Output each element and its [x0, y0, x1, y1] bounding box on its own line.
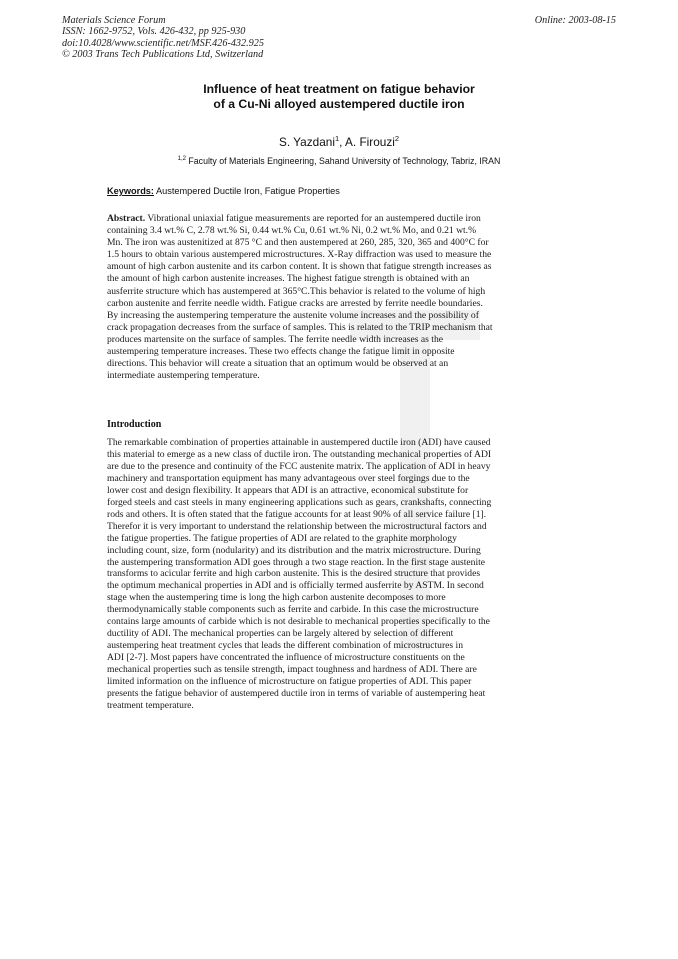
abstract-label: Abstract. [107, 213, 146, 224]
intro-line: this material to emerge as a new class of ductile iron. The outstanding mechanical properties of ADI [107, 448, 492, 460]
title-line-2: of a Cu-Ni alloyed austempered ductile iron [213, 96, 465, 111]
intro-line: machinery and transportation equipment has many advantageous over steel forgings due to the [107, 472, 470, 484]
author-1: S. Yazdani [278, 135, 335, 149]
intro-line: ductility of ADI. The mechanical properties can be largely altered by selection of different [107, 628, 454, 640]
affiliation-mark: 1,2 [177, 156, 186, 163]
keywords-text: Austempered Ductile Iron, Fatigue Properties [153, 186, 340, 196]
intro-line: transforms to acicular ferrite and high carbon austenite. This is the desired structure that provides [107, 568, 481, 580]
affiliation [0, 156, 678, 166]
intro-line: the austempering transformation ADI goes through a two stage reaction. In the first stage austenite [107, 556, 486, 568]
intro-line: limited information on the influence of microstructure on fatigue properties of ADI. This paper [107, 676, 472, 688]
intro-line: thermodynamically stable components such as ferrite and carbide. In this case the microstructure [107, 604, 479, 616]
intro-line: mechanical properties such as tensile strength, impact toughness and hardness of ADI. There are [107, 664, 477, 676]
abstract-line [107, 213, 574, 225]
keywords-label: Keywords: [107, 186, 154, 196]
copyright-line: © 2003 Trans Tech Publications Ltd, Switzerland [62, 49, 264, 61]
abstract-line: amount of high carbon austenite and its carbon content. It is shown that fatigue strength increases as [107, 261, 492, 273]
abstract-line: containing 3.4 wt.% C, 2.78 wt.% Si, 0.44 wt.% Cu, 0.61 wt.% Ni, 0.2 wt.% Mo, and 0.21 wt.% [107, 225, 477, 237]
intro-line: the optimum mechanical properties in ADI and is officially termed ausferrite by ASTM. In second [107, 580, 484, 592]
intro-line: The remarkable combination of properties attainable in austempered ductile iron (ADI) have caused [107, 437, 491, 448]
author-separator: , [339, 135, 346, 149]
abstract-line: By increasing the austempering temperature the austenite volume increases and the possibility of [107, 309, 479, 321]
author-list [0, 135, 678, 149]
issn-line: ISSN: 1662-9752, Vols. 426-432, pp 925-930 [62, 26, 246, 38]
intro-line: rods and others. It is often stated that the fatigue accounts for at least 90% of all service failure [1]. [107, 508, 487, 520]
online-date: Online: 2003-08-15 [534, 15, 616, 26]
intro-line: including count, size, form (nodularity) and its distribution and the matrix microstructure. During [107, 544, 481, 556]
abstract-text: Vibrational uniaxial fatigue measurements are reported for an austempered ductile iron [145, 213, 481, 224]
doi-line[interactable]: doi:10.4028/www.scientific.net/MSF.426-432.925 [62, 37, 264, 49]
intro-line: are due to the presence and continuity of the FCC austenite matrix. The application of ADI in heavy [107, 460, 491, 472]
abstract-line: intermediate austempering temperature. [107, 370, 260, 382]
section-heading-introduction: Introduction [107, 419, 162, 430]
intro-line: austempering heat treatment cycles that leads the different combination of microstructures in [107, 640, 463, 652]
keywords [107, 186, 340, 196]
journal-header [62, 15, 264, 61]
abstract-line: 1.5 hours to obtain various austempered microstructures. X-Ray diffraction was used to measure the [107, 249, 492, 261]
intro-line: lower cost and design flexibility. It appears that ADI is an attractive, economical substitute for [107, 484, 469, 496]
intro-line: presents the fatigue behavior of austempered ductile iron in terms of variable of austempering heat [107, 688, 486, 700]
abstract-line: directions. This behavior will create a situation that an optimum would be observed at an [107, 358, 449, 370]
introduction-body [107, 437, 574, 712]
abstract-line: carbon austenite and ferrite needle width. Fatigue cracks are arrested by ferrite needle boundaries. [107, 297, 483, 309]
abstract-line: crack propagation decreases from the surface of samples. This is related to the TRIP mechanism that [107, 321, 493, 333]
intro-line: the fatigue properties. The fatigue properties of ADI are related to the graphite morphology [107, 532, 457, 544]
abstract-line: austempering temperature increases. These two effects change the fatigue limit in opposite [107, 346, 455, 358]
abstract [107, 213, 574, 382]
abstract-line: ausferrite structure which has austempered at 365°C.This behavior is related to the volume of high [107, 285, 486, 297]
intro-line: forged steels and cast steels in many engineering applications such as gears, crankshafts, connecting [107, 496, 492, 508]
paper-title [0, 82, 678, 111]
title-line-1: Influence of heat treatment on fatigue behavior [203, 82, 475, 96]
author-2: A. Firouzi [345, 135, 395, 149]
abstract-line: the amount of high carbon austenite increases. The highest fatigue strength is obtained with an [107, 273, 470, 285]
intro-line: contains large amounts of carbide which is not desirable to mechanical properties specifically to the [107, 616, 490, 628]
intro-line: treatment temperature. [107, 699, 194, 711]
intro-line: ADI [2-7]. Most papers have concentrated the influence of microstructure constituents on the [107, 652, 465, 664]
journal-name: Materials Science Forum [62, 15, 166, 26]
abstract-line: Mn. The iron was austenitized at 875 °C and then austempered at 260, 285, 320, 365 and 400°C for [107, 237, 489, 249]
intro-line: stage when the austempering time is long the high carbon austenite decomposes to more [107, 592, 446, 604]
affiliation-text: Faculty of Materials Engineering, Sahand University of Technology, Tabriz, IRAN [185, 156, 501, 166]
intro-line: Therefor it is very important to understand the relationship between the microstructural factors and [107, 520, 487, 532]
author-2-affiliation-mark: 2 [394, 134, 400, 144]
abstract-line: produces martensite on the surface of samples. The ferrite needle width increases as the [107, 333, 444, 345]
author-1-affiliation-mark: 1 [334, 134, 340, 144]
